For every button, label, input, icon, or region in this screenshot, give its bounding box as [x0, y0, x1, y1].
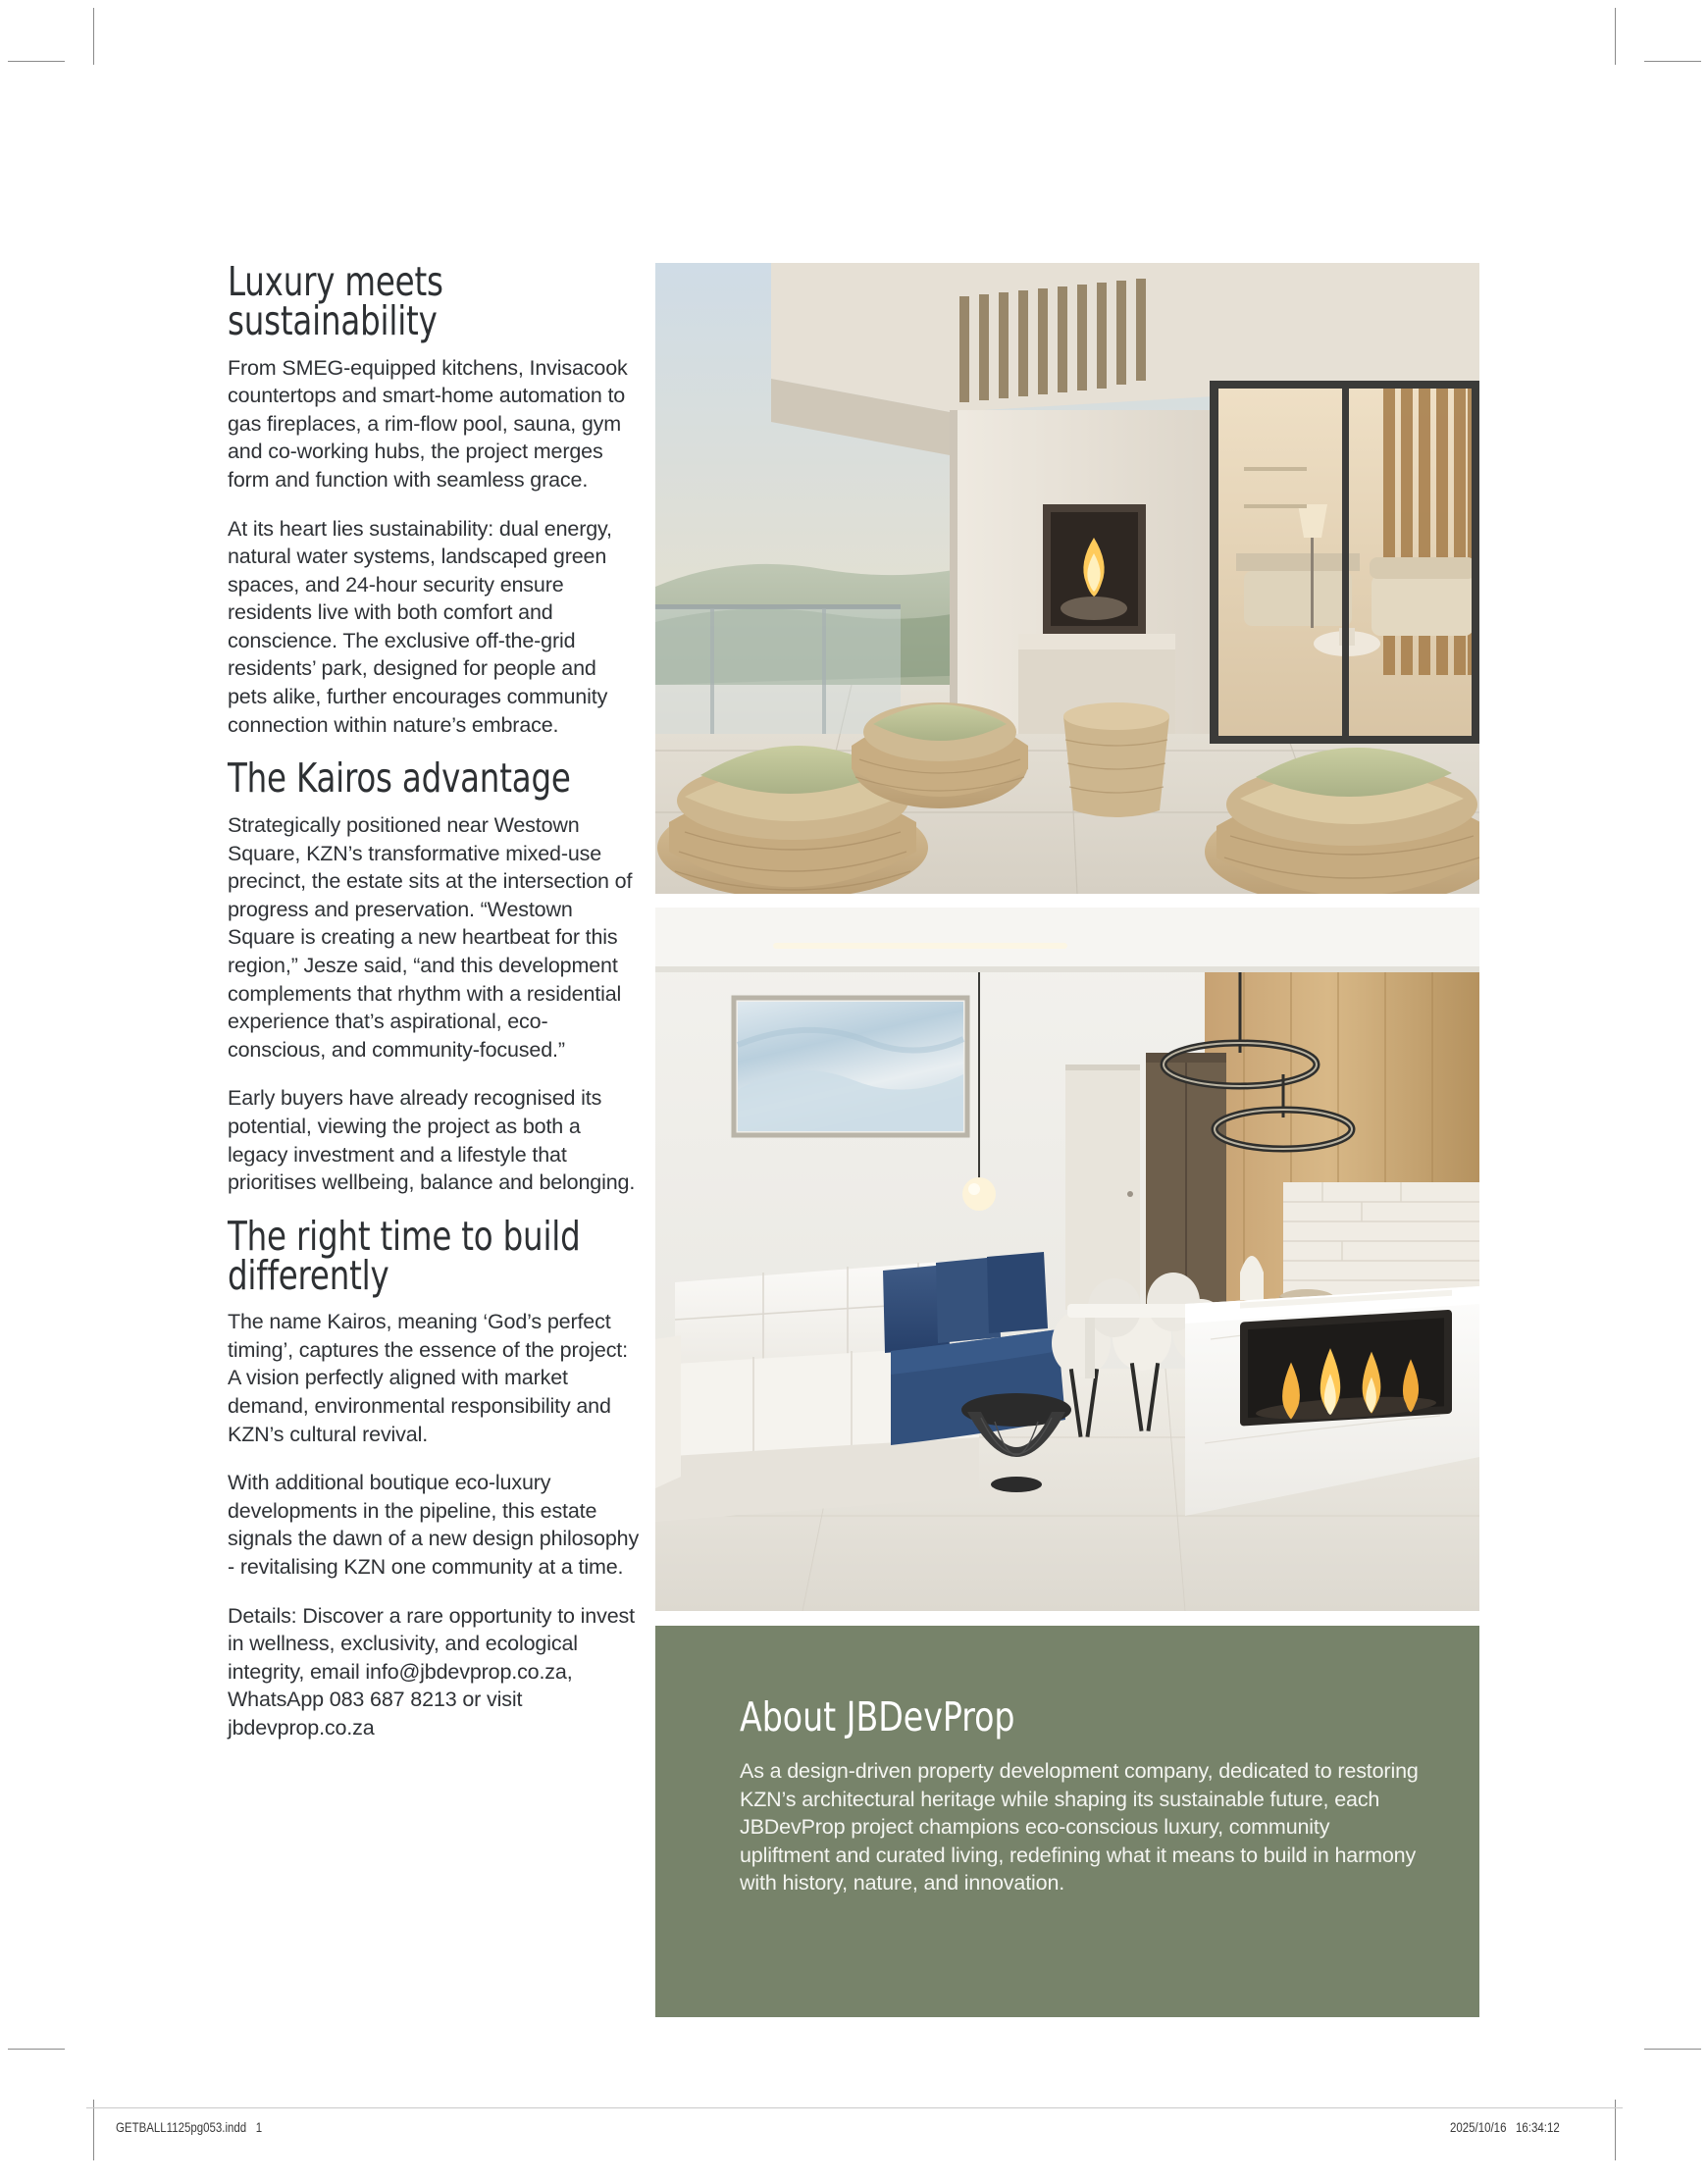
paragraph-boutique-pipeline: With additional boutique eco-luxury developments in the pipeline, this estate signals the dawn of a new design philosophy - revitalising KZN one community at a time. — [228, 1471, 640, 1580]
about-jbdevprop-panel — [655, 1626, 1479, 2017]
section-heading-luxury-meets-sustainability: Luxury meets sustainability — [228, 258, 443, 344]
footer-divider — [86, 2107, 1623, 2108]
paragraph-westown-square-quote: Strategically positioned near Westown Square, KZN’s transformative mixed-use precinct, the estate sits at the intersection of progress and preservation. “Westown Square is creating a new heartbeat for this region,” Jesze said, “and this development complements that rhythm with a residential experience that’s aspirational, eco-conscious, and community-focused.” — [228, 813, 633, 1062]
photo-living-dining-room — [655, 908, 1479, 1611]
paragraph-early-buyers: Early buyers have already recognised its potential, viewing the project as both a legacy investment and a lifestyle that prioritises wellbeing, balance and belonging. — [228, 1086, 636, 1195]
article-text-column — [228, 258, 640, 1742]
section-heading-the-kairos-advantage: The Kairos advantage — [228, 754, 571, 803]
photo-terrace-fireplace-illustration — [655, 263, 1479, 894]
crop-mark-top-left-vertical — [93, 8, 94, 65]
photo-living-dining-room-illustration — [655, 908, 1479, 1611]
about-panel-body: As a design-driven property development company, dedicated to restoring KZN’s architectural heritage while shaping its sustainable future, each JBDevProp project champions eco-conscious luxury, community upliftment and curated living, redefining what it means to build in harmony with history, nature, and innovation. — [740, 1759, 1419, 1896]
photo-terrace-fireplace — [655, 263, 1479, 894]
woven-planter-pot — [1063, 702, 1169, 817]
paragraph-contact-details: Details: Discover a rare opportunity to invest in wellness, exclusivity, and ecological integrity, email info@jbdevprop.co.za, WhatsApp 083 687 8213 or visit jbdevprop.co.za — [228, 1603, 635, 1740]
wall-artwork — [734, 998, 967, 1135]
rattan-chair-midleft — [852, 702, 1028, 808]
crop-mark-top-left-horizontal — [8, 61, 65, 62]
footer-timestamp: 2025/10/16 16:34:12 — [1450, 2119, 1560, 2135]
crop-mark-bottom-right-horizontal — [1644, 2049, 1701, 2050]
crop-mark-top-right-vertical — [1615, 8, 1616, 65]
footer-file-slug: GETBALL1125pg053.indd 1 — [116, 2119, 263, 2135]
paragraph-sustainability-heart: At its heart lies sustainability: dual energy, natural water systems, landscaped green spaces, and 24-hour security ensure residents live with both comfort and conscience. The exclusive off-the-grid residents’ park, designed for people and pets alike, further encourages community connection within nature’s embrace. — [228, 516, 612, 737]
section-heading-the-right-time-to-build-differently: The right time to build differently — [228, 1212, 581, 1299]
crop-mark-bottom-left-vertical — [93, 2100, 94, 2160]
about-panel-heading: About JBDevProp — [740, 1693, 1015, 1740]
paragraph-smeg-kitchens: From SMEG-equipped kitchens, Invisacook countertops and smart-home automation to gas fireplaces, a rim-flow pool, sauna, gym and co-working hubs, the project merges form and function with seamless grace. — [228, 355, 628, 492]
crop-mark-bottom-left-horizontal — [8, 2049, 65, 2050]
crop-mark-top-right-horizontal — [1644, 61, 1701, 62]
crop-mark-bottom-right-vertical — [1615, 2100, 1616, 2160]
paragraph-name-kairos-meaning: The name Kairos, meaning ‘God’s perfect timing’, captures the essence of the project: A vision perfectly aligned with market demand, environmental responsibility and KZN’s cultural revival. — [228, 1310, 628, 1446]
